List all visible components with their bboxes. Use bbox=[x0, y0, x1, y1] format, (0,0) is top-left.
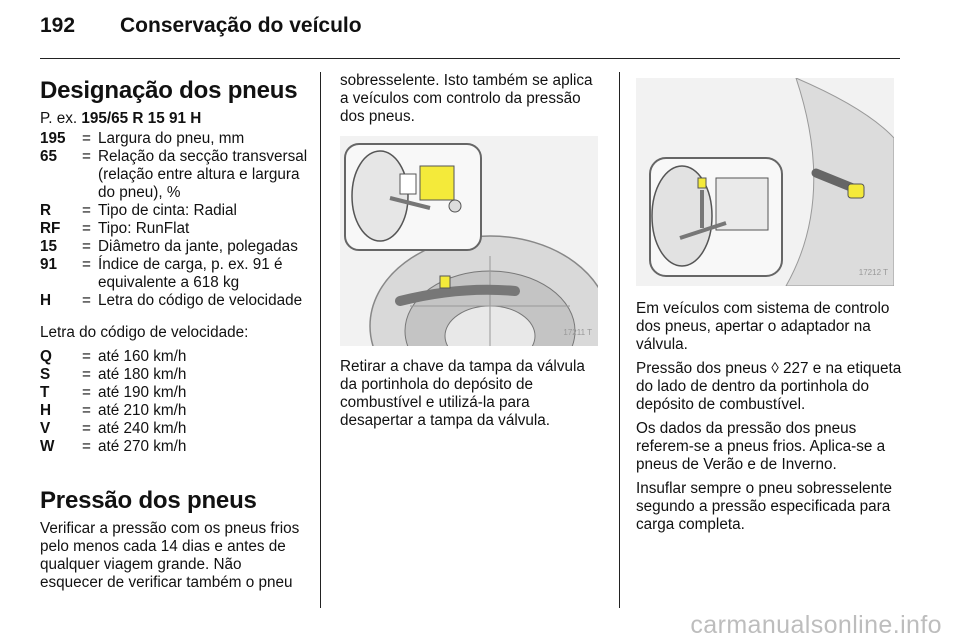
definition-row bbox=[40, 292, 308, 310]
definition-value: Diâmetro da jante, polegadas bbox=[98, 238, 298, 255]
definition-equals: = bbox=[82, 148, 91, 165]
designation-list bbox=[40, 130, 308, 310]
definition-equals: = bbox=[82, 384, 91, 401]
definition-key: H bbox=[40, 402, 52, 419]
definition-value: Largura do pneu, mm bbox=[98, 130, 245, 147]
definition-equals: = bbox=[82, 238, 91, 255]
pressure-paragraph: Verificar a pressão com os pneus frios pelo menos cada 14 dias e antes de qualquer viagem grande. Não esquecer de verificar também o pneu bbox=[40, 520, 300, 591]
speed-code-label: Letra do código de velocidade: bbox=[40, 324, 249, 341]
definition-key: RF bbox=[40, 220, 61, 237]
definition-key: V bbox=[40, 420, 51, 437]
example-code: 195/65 R 15 91 H bbox=[81, 110, 202, 127]
watermark: carmanualsonline.info bbox=[690, 611, 942, 639]
definition-value: até 240 km/h bbox=[98, 420, 187, 437]
paragraph-cold-tyres: Os dados da pressão dos pneus referem-se a pneus frios. Aplica-se a pneus de Verão e de Inverno. bbox=[636, 420, 886, 473]
page-number: 192 bbox=[40, 14, 76, 37]
definition-value: Tipo de cinta: Radial bbox=[98, 202, 237, 219]
definition-key: H bbox=[40, 292, 52, 309]
paragraph-spare-tyre: Insuflar sempre o pneu sobresselente segundo a pressão especificada para carga completa. bbox=[636, 480, 892, 533]
page-title: Conservação do veículo bbox=[120, 14, 362, 37]
column-3 bbox=[636, 72, 904, 540]
definition-value: até 180 km/h bbox=[98, 366, 187, 383]
continued-paragraph: sobresselente. Isto também se aplica a veículos com controlo da pressão dos pneus. bbox=[340, 72, 593, 125]
definition-value: Índice de carga, p. ex. 91 é equivalente a 618 kg bbox=[98, 256, 283, 291]
example-prefix: P. ex. bbox=[40, 110, 78, 127]
definition-row bbox=[40, 420, 308, 438]
definition-equals: = bbox=[82, 420, 91, 437]
definition-key: 91 bbox=[40, 256, 58, 273]
column-divider-right bbox=[619, 72, 620, 608]
valve-adapter-illustration bbox=[636, 78, 894, 286]
definition-key: T bbox=[40, 384, 50, 401]
column-divider-left bbox=[320, 72, 321, 608]
figure-fuel-door-valve-key bbox=[340, 136, 598, 346]
definition-row bbox=[40, 238, 308, 256]
definition-row bbox=[40, 366, 308, 384]
definition-row bbox=[40, 148, 308, 202]
definition-equals: = bbox=[82, 130, 91, 147]
definition-key: R bbox=[40, 202, 52, 219]
definition-row bbox=[40, 130, 308, 148]
definition-equals: = bbox=[82, 292, 91, 309]
definition-row bbox=[40, 384, 308, 402]
definition-equals: = bbox=[82, 402, 91, 419]
definition-equals: = bbox=[82, 366, 91, 383]
definition-value: Letra do código de velocidade bbox=[98, 292, 303, 309]
definition-equals: = bbox=[82, 202, 91, 219]
definition-row bbox=[40, 220, 308, 238]
definition-value: até 160 km/h bbox=[98, 348, 187, 365]
section-heading-tyre-designation: Designação dos pneus bbox=[40, 77, 298, 104]
definition-row bbox=[40, 202, 308, 220]
paragraph-pressure-reference: Pressão dos pneus ◊ 227 e na etiqueta do lado de dentro da portinhola do depósito de combustível. bbox=[636, 360, 902, 413]
figure-valve-adapter bbox=[636, 78, 894, 286]
definition-equals: = bbox=[82, 256, 91, 273]
figure-2-label: 17212 T bbox=[858, 268, 888, 277]
speed-code-list bbox=[40, 348, 308, 456]
section-heading-tyre-pressure: Pressão dos pneus bbox=[40, 487, 257, 514]
caption-valve-key: Retirar a chave da tampa da válvula da portinhola do depósito de combustível e utilizá-la para desapertar a tampa da válvula. bbox=[340, 358, 585, 429]
definition-value: até 190 km/h bbox=[98, 384, 187, 401]
definition-key: 15 bbox=[40, 238, 58, 255]
definition-equals: = bbox=[82, 438, 91, 455]
definition-value: até 210 km/h bbox=[98, 402, 187, 419]
example-line bbox=[40, 110, 308, 128]
definition-key: S bbox=[40, 366, 51, 383]
figure-1-label: 17211 T bbox=[563, 328, 592, 337]
definition-key: 65 bbox=[40, 148, 58, 165]
definition-row bbox=[40, 256, 308, 292]
definition-value: Tipo: RunFlat bbox=[98, 220, 190, 237]
definition-key: W bbox=[40, 438, 55, 455]
header-rule bbox=[40, 58, 900, 59]
definition-row bbox=[40, 348, 308, 366]
definition-value: Relação da secção transversal (relação entre altura e largura do pneu), % bbox=[98, 148, 308, 201]
definition-row bbox=[40, 438, 308, 456]
definition-equals: = bbox=[82, 220, 91, 237]
definition-key: 195 bbox=[40, 130, 66, 147]
column-1 bbox=[40, 72, 308, 598]
definition-equals: = bbox=[82, 348, 91, 365]
paragraph-adapter: Em veículos com sistema de controlo dos pneus, apertar o adaptador na válvula. bbox=[636, 300, 890, 353]
definition-value: até 270 km/h bbox=[98, 438, 187, 455]
definition-key: Q bbox=[40, 348, 52, 365]
fuel-door-illustration bbox=[340, 136, 598, 346]
definition-row bbox=[40, 402, 308, 420]
column-2 bbox=[340, 72, 605, 436]
